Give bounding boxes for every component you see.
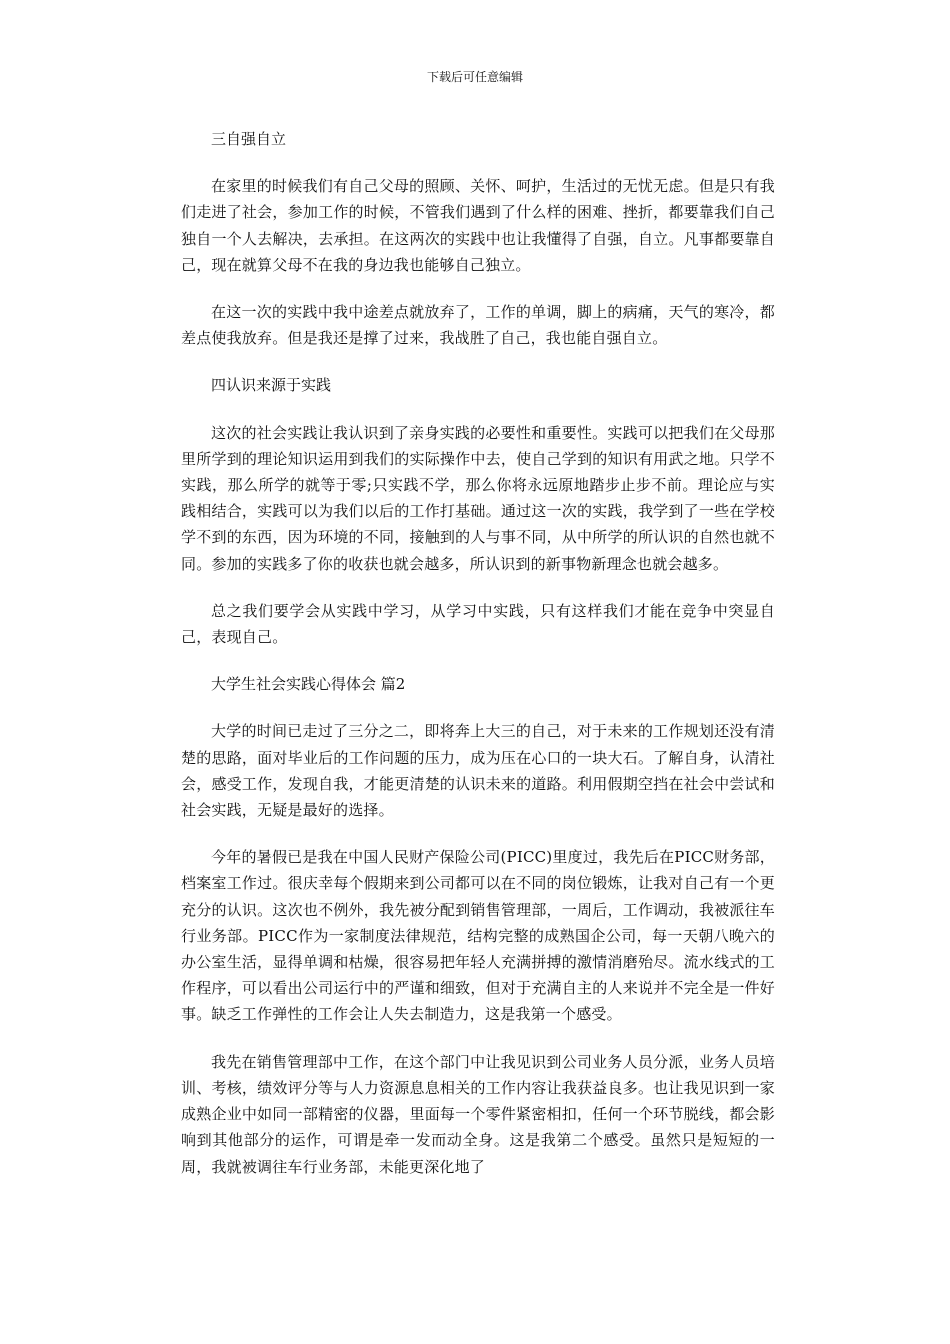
paragraph: 在这一次的实践中我中途差点就放弃了，工作的单调，脚上的病痛，天气的寒冷，都差点使我放弃。但是我还是撑了过来，我战胜了自己，我也能自强自立。: [181, 303, 775, 348]
paragraph: 大学的时间已走过了三分之二，即将奔上大三的自己，对于未来的工作规划还没有清楚的思路，面对毕业后的工作问题的压力，成为压在心口的一块大石。了解自身，认清社会，感受工作，发现自我，才能更清楚的认识未来的道路。利用假期空挡在社会中尝试和社会实践，无疑是最好的选择。: [181, 722, 775, 820]
document-body: [181, 126, 775, 1180]
section-heading: 四认识来源于实践: [211, 376, 332, 395]
section-heading: 三自强自立: [211, 130, 287, 148]
paragraph: 我先在销售管理部中工作，在这个部门中让我见识到公司业务人员分派，业务人员培训、考核，绩效评分等与人力资源息息相关的工作内容让我获益良多。也让我见识到一家成熟企业中如同一部精密的仪器，里面每一个零件紧密相扣，任何一个环节脱线，都会影响到其他部分的运作，可谓是牵一发而动全身。这是我第二个感受。虽然只是短短的一周，我就被调往车行业务部，未能更深化地了: [181, 1052, 775, 1176]
paragraph: 总之我们要学会从实践中学习，从学习中实践，只有这样我们才能在竞争中突显自己，表现自己。: [181, 601, 775, 647]
paragraph: 这次的社会实践让我认识到了亲身实践的必要性和重要性。实践可以把我们在父母那里所学到的理论知识运用到我们的实际操作中去，使自己学到的知识有用武之地。只学不实践，那么所学的就等于零;只实践不学，那么你将永远原地踏步止步不前。理论应与实践相结合，实践可以为我们以后的工作打基础。通过这一次的实践，我学到了一些在学校学不到的东西，因为环境的不同，接触到的人与事不同，从中所学的所认识的自然也就不同。参加的实践多了你的收获也就会越多，所认识到的新事物新理念也就会越多。: [181, 423, 775, 573]
paragraph: 在家里的时候我们有自己父母的照顾、关怀、呵护，生活过的无忧无虑。但是只有我们走进了社会，参加工作的时候，不管我们遇到了什么样的困难、挫折，都要靠我们自己独自一个人去解决，去承担。在这两次的实践中也让我懂得了自强，自立。凡事都要靠自己，现在就算父母不在我的身边我也能够自己独立。: [181, 177, 775, 274]
paragraph: 今年的暑假已是我在中国人民财产保险公司(PICC)里度过，我先后在PICC财务部，档案室工作过。很庆幸每个假期来到公司都可以在不同的岗位锻炼，让我对自己有一个更充分的认识。这次也不例外，我先被分配到销售管理部，一周后，工作调动，我被派往车行业务部。PICC作为一家制度法律规范，结构完整的成熟国企公司，每一天朝八晚六的办公室生活，显得单调和枯燥，很容易把年轻人充满拼搏的激情消磨殆尽。流水线式的工作程序，可以看出公司运行中的严谨和细致，但对于充满自主的人来说并不完全是一件好事。缺乏工作弹性的工作会让人失去制造力，这是我第一个感受。: [181, 848, 775, 1024]
article-title: 大学生社会实践心得体会 篇2: [211, 675, 406, 694]
header-note: 下载后可任意编辑: [426, 70, 523, 84]
